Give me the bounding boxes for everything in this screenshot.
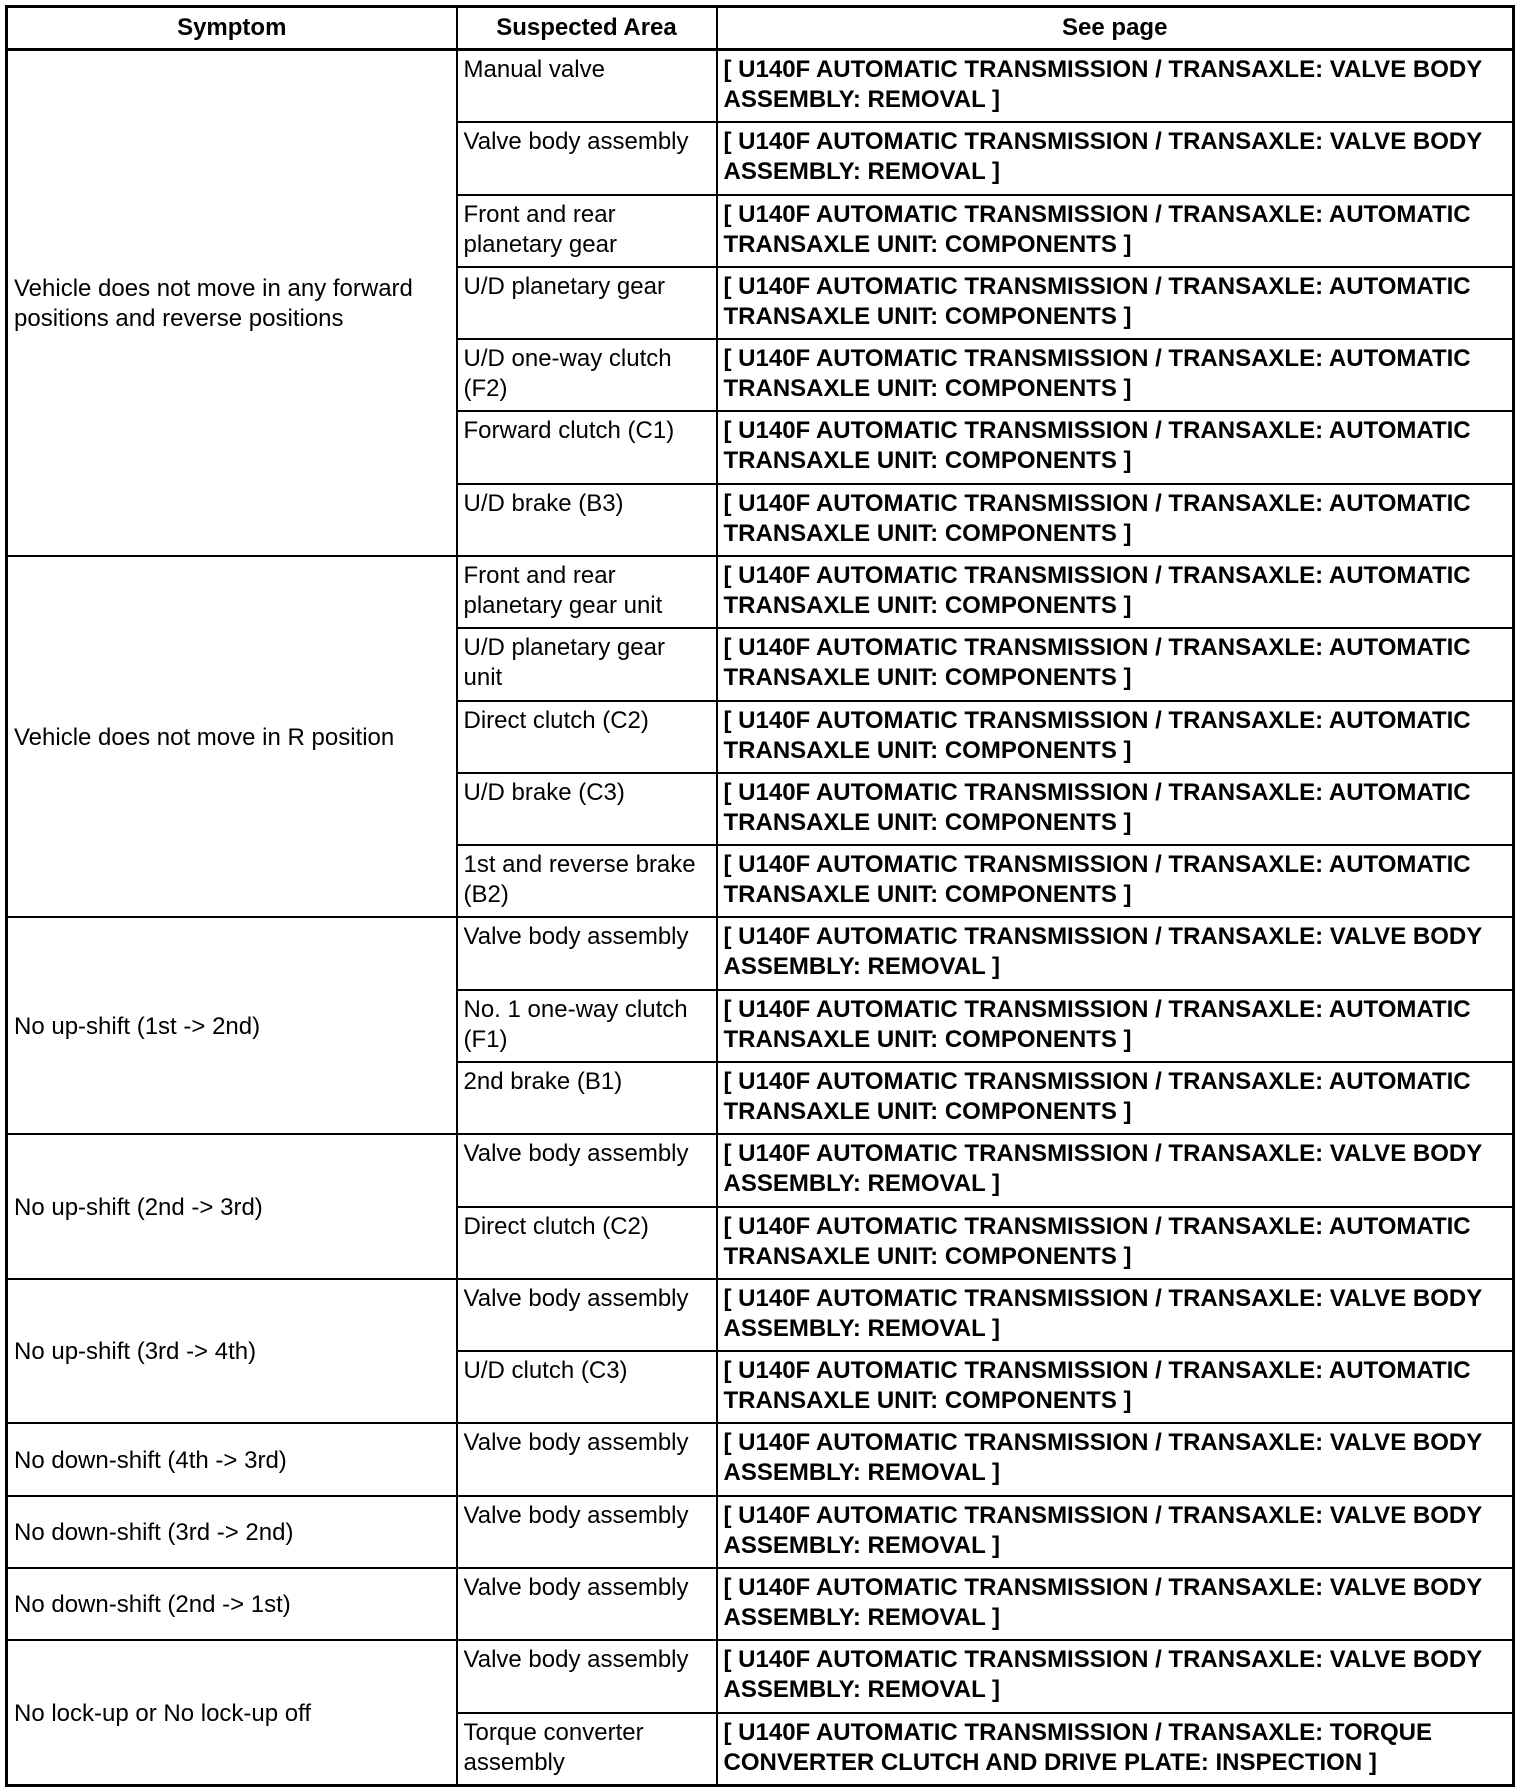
symptom-cell: No up-shift (3rd -> 4th) xyxy=(7,1279,457,1424)
see-page-reference[interactable]: [ U140F AUTOMATIC TRANSMISSION / TRANSAXLE: VALVE BODY ASSEMBLY: REMOVAL ] xyxy=(717,50,1514,123)
header-symptom: Symptom xyxy=(7,7,457,50)
symptom-cell: No down-shift (3rd -> 2nd) xyxy=(7,1496,457,1568)
suspected-area-cell: U/D clutch (C3) xyxy=(457,1351,717,1423)
see-page-reference[interactable]: [ U140F AUTOMATIC TRANSMISSION / TRANSAXLE: AUTOMATIC TRANSAXLE UNIT: COMPONENTS ] xyxy=(717,195,1514,267)
see-page-reference[interactable]: [ U140F AUTOMATIC TRANSMISSION / TRANSAXLE: AUTOMATIC TRANSAXLE UNIT: COMPONENTS ] xyxy=(717,990,1514,1062)
suspected-area-cell: Valve body assembly xyxy=(457,917,717,989)
table-row xyxy=(7,1568,1514,1640)
suspected-area-cell: U/D planetary gear unit xyxy=(457,628,717,700)
see-page-reference[interactable]: [ U140F AUTOMATIC TRANSMISSION / TRANSAXLE: AUTOMATIC TRANSAXLE UNIT: COMPONENTS ] xyxy=(717,1207,1514,1279)
suspected-area-cell: Front and rear planetary gear xyxy=(457,195,717,267)
table-row xyxy=(7,1423,1514,1495)
table-row xyxy=(7,1279,1514,1351)
symptom-cell: No lock-up or No lock-up off xyxy=(7,1640,457,1785)
suspected-area-cell: Manual valve xyxy=(457,50,717,123)
table-row xyxy=(7,1496,1514,1568)
suspected-area-cell: Torque converter assembly xyxy=(457,1713,717,1786)
suspected-area-cell: Direct clutch (C2) xyxy=(457,701,717,773)
symptom-cell: No down-shift (4th -> 3rd) xyxy=(7,1423,457,1495)
see-page-reference[interactable]: [ U140F AUTOMATIC TRANSMISSION / TRANSAXLE: AUTOMATIC TRANSAXLE UNIT: COMPONENTS ] xyxy=(717,411,1514,483)
suspected-area-cell: Front and rear planetary gear unit xyxy=(457,556,717,628)
see-page-reference[interactable]: [ U140F AUTOMATIC TRANSMISSION / TRANSAXLE: VALVE BODY ASSEMBLY: REMOVAL ] xyxy=(717,1640,1514,1712)
suspected-area-cell: Forward clutch (C1) xyxy=(457,411,717,483)
table-row xyxy=(7,1134,1514,1206)
header-suspected-area: Suspected Area xyxy=(457,7,717,50)
symptom-cell: No down-shift (2nd -> 1st) xyxy=(7,1568,457,1640)
symptom-cell: Vehicle does not move in any forward positions and reverse positions xyxy=(7,50,457,557)
suspected-area-cell: Valve body assembly xyxy=(457,1279,717,1351)
suspected-area-cell: U/D brake (C3) xyxy=(457,773,717,845)
troubleshooting-table-container xyxy=(5,5,1515,1787)
see-page-reference[interactable]: [ U140F AUTOMATIC TRANSMISSION / TRANSAXLE: VALVE BODY ASSEMBLY: REMOVAL ] xyxy=(717,917,1514,989)
see-page-reference[interactable]: [ U140F AUTOMATIC TRANSMISSION / TRANSAXLE: AUTOMATIC TRANSAXLE UNIT: COMPONENTS ] xyxy=(717,267,1514,339)
header-see-page: See page xyxy=(717,7,1514,50)
table-row xyxy=(7,556,1514,628)
suspected-area-cell: U/D planetary gear xyxy=(457,267,717,339)
see-page-reference[interactable]: [ U140F AUTOMATIC TRANSMISSION / TRANSAXLE: AUTOMATIC TRANSAXLE UNIT: COMPONENTS ] xyxy=(717,1351,1514,1423)
see-page-reference[interactable]: [ U140F AUTOMATIC TRANSMISSION / TRANSAXLE: VALVE BODY ASSEMBLY: REMOVAL ] xyxy=(717,1423,1514,1495)
suspected-area-cell: No. 1 one-way clutch (F1) xyxy=(457,990,717,1062)
see-page-reference[interactable]: [ U140F AUTOMATIC TRANSMISSION / TRANSAXLE: AUTOMATIC TRANSAXLE UNIT: COMPONENTS ] xyxy=(717,1062,1514,1134)
see-page-reference[interactable]: [ U140F AUTOMATIC TRANSMISSION / TRANSAXLE: AUTOMATIC TRANSAXLE UNIT: COMPONENTS ] xyxy=(717,339,1514,411)
see-page-reference[interactable]: [ U140F AUTOMATIC TRANSMISSION / TRANSAXLE: AUTOMATIC TRANSAXLE UNIT: COMPONENTS ] xyxy=(717,556,1514,628)
see-page-reference[interactable]: [ U140F AUTOMATIC TRANSMISSION / TRANSAXLE: AUTOMATIC TRANSAXLE UNIT: COMPONENTS ] xyxy=(717,628,1514,700)
suspected-area-cell: Valve body assembly xyxy=(457,1496,717,1568)
suspected-area-cell: Valve body assembly xyxy=(457,1134,717,1206)
table-row xyxy=(7,1640,1514,1712)
see-page-reference[interactable]: [ U140F AUTOMATIC TRANSMISSION / TRANSAXLE: AUTOMATIC TRANSAXLE UNIT: COMPONENTS ] xyxy=(717,701,1514,773)
see-page-reference[interactable]: [ U140F AUTOMATIC TRANSMISSION / TRANSAXLE: VALVE BODY ASSEMBLY: REMOVAL ] xyxy=(717,1496,1514,1568)
suspected-area-cell: 1st and reverse brake (B2) xyxy=(457,845,717,917)
suspected-area-cell: Direct clutch (C2) xyxy=(457,1207,717,1279)
suspected-area-cell: U/D one-way clutch (F2) xyxy=(457,339,717,411)
see-page-reference[interactable]: [ U140F AUTOMATIC TRANSMISSION / TRANSAXLE: VALVE BODY ASSEMBLY: REMOVAL ] xyxy=(717,122,1514,194)
suspected-area-cell: 2nd brake (B1) xyxy=(457,1062,717,1134)
see-page-reference[interactable]: [ U140F AUTOMATIC TRANSMISSION / TRANSAXLE: VALVE BODY ASSEMBLY: REMOVAL ] xyxy=(717,1134,1514,1206)
suspected-area-cell: U/D brake (B3) xyxy=(457,484,717,556)
symptom-cell: No up-shift (1st -> 2nd) xyxy=(7,917,457,1134)
table-row xyxy=(7,50,1514,123)
suspected-area-cell: Valve body assembly xyxy=(457,1640,717,1712)
suspected-area-cell: Valve body assembly xyxy=(457,1423,717,1495)
symptom-cell: Vehicle does not move in R position xyxy=(7,556,457,917)
suspected-area-cell: Valve body assembly xyxy=(457,1568,717,1640)
table-body xyxy=(7,50,1514,1786)
see-page-reference[interactable]: [ U140F AUTOMATIC TRANSMISSION / TRANSAXLE: AUTOMATIC TRANSAXLE UNIT: COMPONENTS ] xyxy=(717,484,1514,556)
see-page-reference[interactable]: [ U140F AUTOMATIC TRANSMISSION / TRANSAXLE: VALVE BODY ASSEMBLY: REMOVAL ] xyxy=(717,1568,1514,1640)
header-row xyxy=(7,7,1514,50)
table-row xyxy=(7,917,1514,989)
see-page-reference[interactable]: [ U140F AUTOMATIC TRANSMISSION / TRANSAXLE: AUTOMATIC TRANSAXLE UNIT: COMPONENTS ] xyxy=(717,773,1514,845)
symptom-cell: No up-shift (2nd -> 3rd) xyxy=(7,1134,457,1279)
see-page-reference[interactable]: [ U140F AUTOMATIC TRANSMISSION / TRANSAXLE: AUTOMATIC TRANSAXLE UNIT: COMPONENTS ] xyxy=(717,845,1514,917)
troubleshooting-table xyxy=(5,5,1515,1787)
see-page-reference[interactable]: [ U140F AUTOMATIC TRANSMISSION / TRANSAXLE: VALVE BODY ASSEMBLY: REMOVAL ] xyxy=(717,1279,1514,1351)
see-page-reference[interactable]: [ U140F AUTOMATIC TRANSMISSION / TRANSAXLE: TORQUE CONVERTER CLUTCH AND DRIVE PLATE: INSPECTION ] xyxy=(717,1713,1514,1786)
suspected-area-cell: Valve body assembly xyxy=(457,122,717,194)
